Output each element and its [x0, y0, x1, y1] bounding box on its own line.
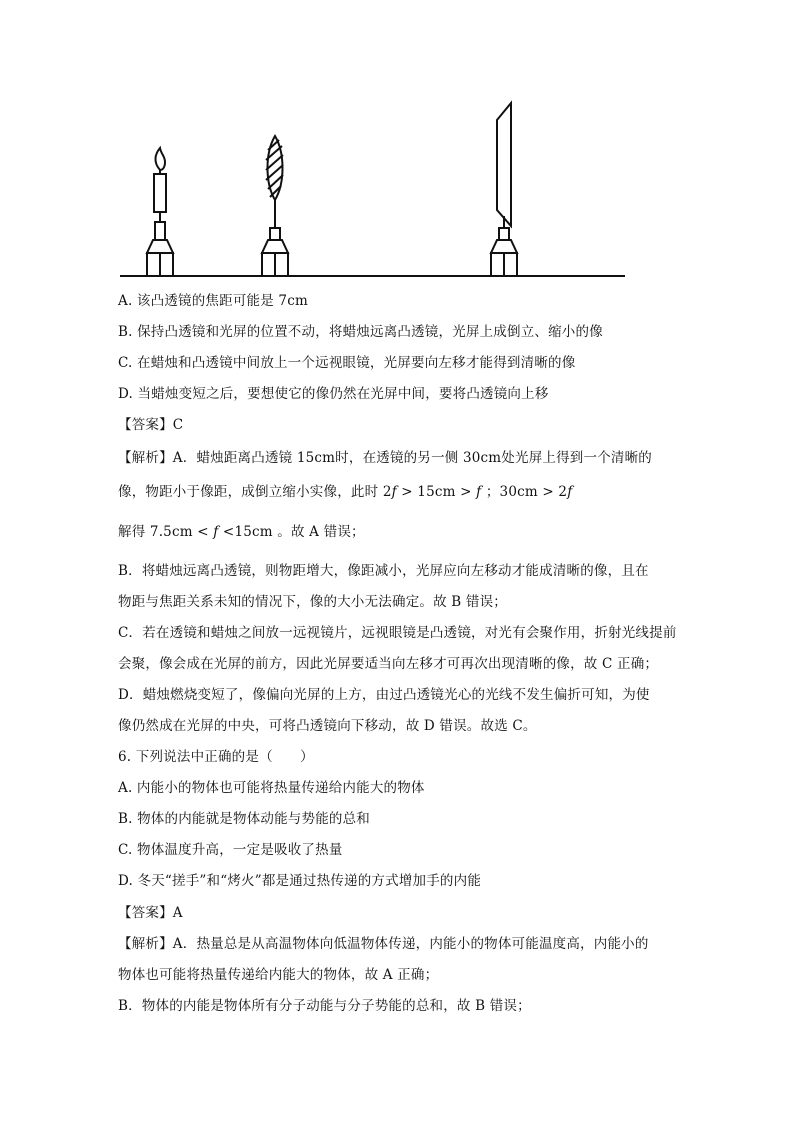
- answer-label: 【答案】A: [118, 905, 183, 921]
- analysis-line: 物体也可能将热量传递给内能大的物体，故 A 正确；: [118, 967, 439, 983]
- analysis-text: 解得: [118, 524, 146, 540]
- analysis-line: [118, 522, 365, 542]
- analysis-line: 物距与焦距关系未知的情况下，像的大小无法确定。故 B 错误；: [118, 594, 508, 610]
- analysis-text: 像，物距小于像距，成倒立缩小实像，此时: [118, 484, 379, 500]
- analysis-line: 【解析】A．蜡烛距离凸透镜 15cm时，在透镜的另一侧 30cm处光屏上得到一个清晰的: [118, 450, 653, 466]
- option-c: C. 物体温度升高，一定是吸收了热量: [118, 842, 343, 858]
- analysis-line: B．将蜡烛远离凸透镜，则物距增大，像距减小，光屏应向左移动才能成清晰的像，且在: [118, 563, 649, 579]
- analysis-line: B．物体的内能是物体所有分子动能与分子势能的总和，故 B 错误；: [118, 998, 531, 1014]
- option-b: B. 保持凸透镜和光屏的位置不动，将蜡烛远离凸透镜，光屏上成倒立、缩小的像: [118, 324, 603, 340]
- option-b: B. 物体的内能就是物体动能与势能的总和: [118, 811, 371, 827]
- option-d: D. 当蜡烛变短之后，要想使它的像仍然在光屏中间，要将凸透镜向上移: [118, 386, 549, 402]
- question-stem: 6. 下列说法中正确的是（ ）: [118, 749, 314, 765]
- analysis-line: 会聚，像会成在光屏的前方，因此光屏要适当向左移才可再次出现清晰的像，故 C 正确；: [118, 656, 659, 672]
- light-screen-icon: [491, 103, 517, 276]
- convex-lens-icon: [262, 136, 288, 276]
- option-d: D. 冬天“搓手”和“烤火”都是通过热传递的方式增加手的内能: [118, 873, 482, 889]
- analysis-line: 像仍然成在光屏的中央，可将凸透镜向下移动，故 D 错误。故选 C。: [118, 718, 537, 734]
- option-a: A. 内能小的物体也可能将热量传递给内能大的物体: [118, 780, 425, 796]
- analysis-line: C．若在透镜和蜡烛之间放一远视镜片，远视眼镜是凸透镜，对光有会聚作用，折射光线提前: [118, 625, 677, 641]
- answer-label: 【答案】C: [118, 417, 184, 433]
- candle-icon: [147, 148, 173, 276]
- optics-figure: [115, 98, 630, 283]
- analysis-line: [118, 482, 572, 502]
- analysis-line: 【解析】A．热量总是从高温物体向低温物体传递，内能小的物体可能温度高，内能小的: [118, 936, 649, 952]
- inequality: 2f > 15cm > f ；30cm > 2f: [382, 484, 573, 500]
- option-c: C. 在蜡烛和凸透镜中间放上一个远视眼镜，光屏要向左移才能得到清晰的像: [118, 355, 576, 371]
- inequality: 7.5cm < f <15cm: [149, 524, 273, 540]
- analysis-line: D．蜡烛燃烧变短了，像偏向光屏的上方，由过凸透镜光心的光线不发生偏折可知，为使: [118, 687, 650, 703]
- analysis-text: 。故 A 错误；: [277, 524, 365, 540]
- option-a: A. 该凸透镜的焦距可能是 7cm: [118, 293, 308, 309]
